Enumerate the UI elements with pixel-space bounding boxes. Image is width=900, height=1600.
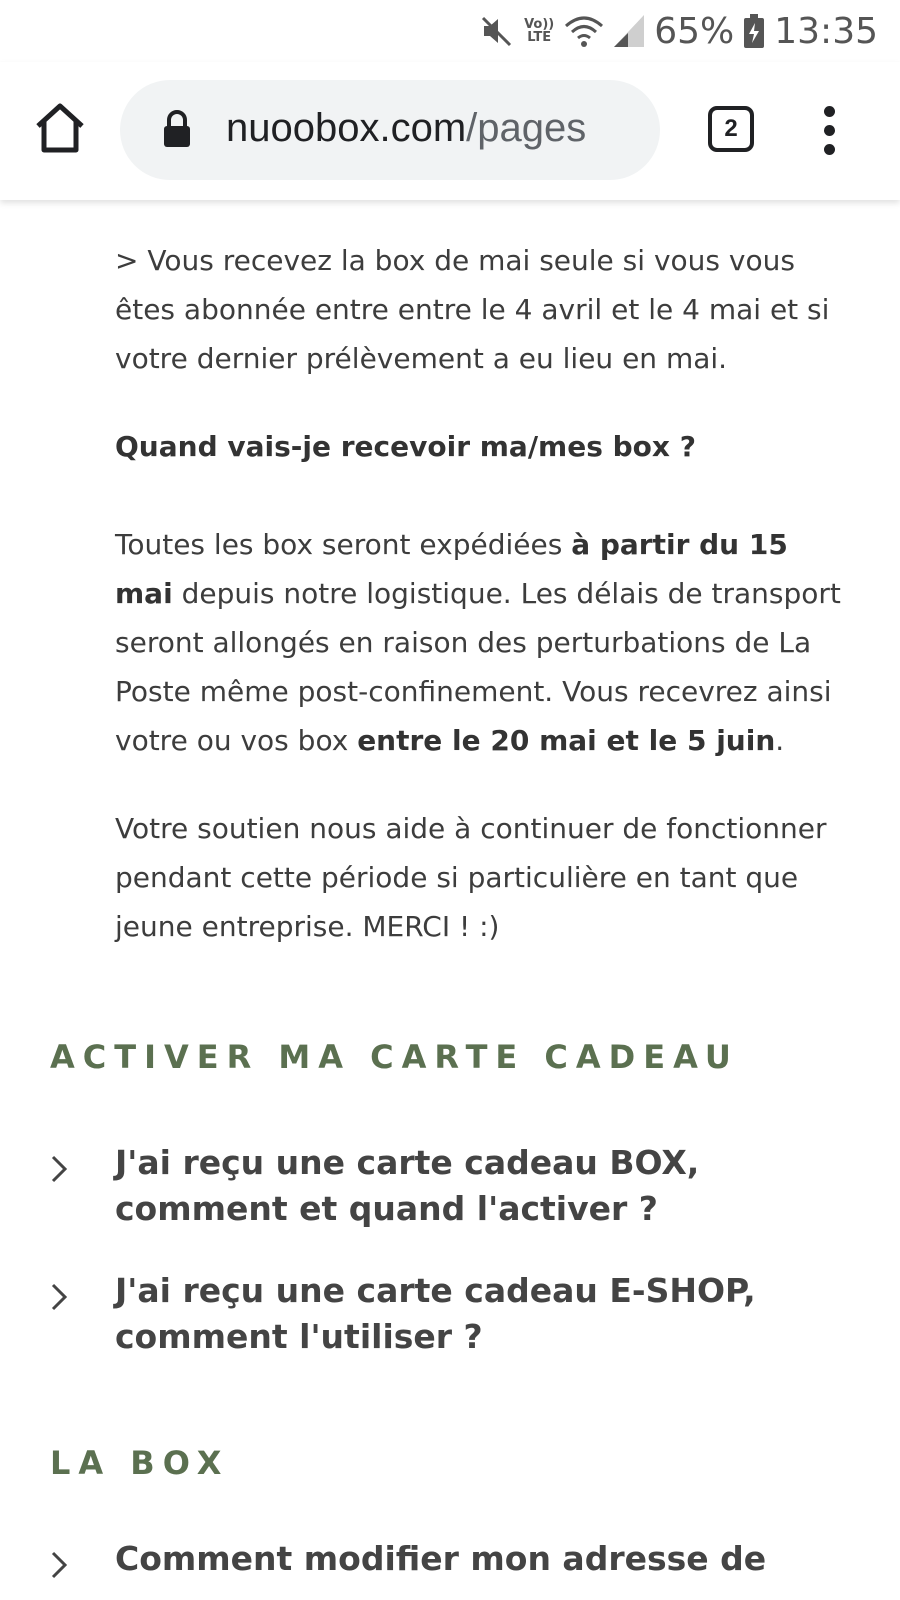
browser-toolbar	[0, 62, 900, 200]
url-text	[226, 106, 586, 151]
mute-icon	[480, 14, 514, 48]
clock-time: 13:35	[774, 10, 878, 52]
tab-count: 2	[724, 115, 738, 142]
section-title-la-box: LA BOX	[50, 1444, 230, 1482]
lock-icon	[162, 110, 192, 148]
chevron-right-icon	[48, 1282, 70, 1312]
volte-indicator	[524, 18, 554, 44]
signal-icon	[614, 15, 644, 47]
page-content	[0, 200, 900, 1600]
faq-label: Comment modifier mon adresse de	[115, 1539, 767, 1578]
shipping-date-start: à partir du 15 mai	[115, 528, 788, 610]
faq-item-box-gift-card[interactable]	[48, 1140, 848, 1240]
faq-label: J'ai reçu une carte cadeau E-SHOP, comment l'utiliser ?	[115, 1271, 756, 1356]
lte-label: LTE	[527, 30, 552, 45]
url-domain: nuoobox.com	[226, 106, 467, 150]
url-bar[interactable]	[120, 80, 660, 180]
section-title-gift-card: ACTIVER MA CARTE CADEAU	[50, 1038, 739, 1076]
paragraph-may-box: > Vous recevez la box de mai seule si vous vous êtes abonnée entre entre le 4 avril et le 4 mai et si votre dernier prélèvement a eu lieu en mai.	[115, 244, 830, 375]
volte-label: Vo))	[524, 17, 555, 32]
chevron-right-icon	[48, 1550, 70, 1580]
battery-icon	[744, 14, 764, 48]
question-heading	[115, 422, 855, 471]
paragraph-shipping	[115, 520, 855, 765]
shipping-text-1: Toutes les box seront expédiées	[115, 528, 572, 561]
home-icon[interactable]	[32, 100, 88, 156]
battery-percent: 65%	[654, 10, 735, 52]
tab-switcher-button[interactable]	[708, 106, 754, 152]
question-text: Quand vais-je recevoir ma/mes box ?	[115, 430, 696, 463]
faq-label: J'ai reçu une carte cadeau BOX, comment et quand l'activer ?	[115, 1143, 700, 1228]
shipping-text-2: depuis notre logistique. Les délais de transport seront allongés en raison des perturbations de La Poste même post-confinement. Vous recevrez ainsi votre ou vos box	[115, 577, 841, 757]
faq-item-eshop-gift-card[interactable]	[48, 1268, 848, 1368]
wifi-icon	[564, 14, 604, 48]
faq-item-change-address[interactable]	[48, 1536, 848, 1600]
chevron-right-icon	[48, 1154, 70, 1184]
shipping-text-end: .	[775, 724, 785, 757]
delivery-window: entre le 20 mai et le 5 juin	[357, 724, 776, 757]
url-path: /pages	[466, 106, 587, 150]
status-bar	[0, 0, 900, 62]
paragraph-thanks: Votre soutien nous aide à continuer de fonctionner pendant cette période si particulière en tant que jeune entreprise. MERCI ! :)	[115, 812, 827, 943]
overflow-menu-icon[interactable]	[814, 106, 844, 156]
